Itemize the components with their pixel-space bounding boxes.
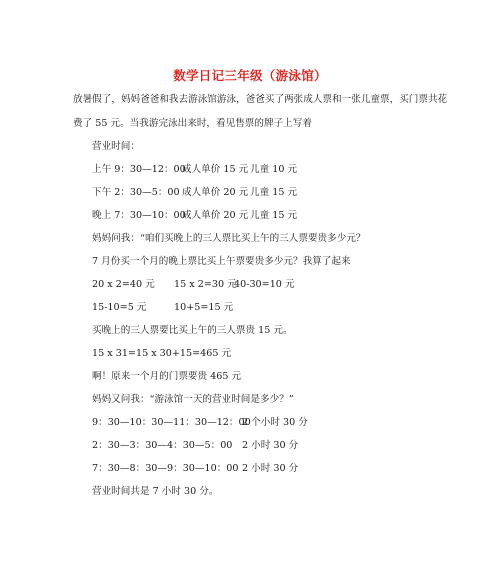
answer-1: 买晚上的三人票要比买上午的三人票贵 15 元。 bbox=[92, 325, 293, 336]
schedule-time: 下午 2：30—5：00 bbox=[92, 187, 180, 198]
duration-calc: 9：30—10：30—11：30—12：00 bbox=[92, 417, 251, 428]
duration-calc: 2：30—3：30—4：30—5：00 bbox=[92, 440, 233, 451]
schedule-time: 晚上 7：30—10：00 bbox=[92, 210, 186, 221]
schedule-child-price: 儿童 10 元 bbox=[250, 164, 298, 175]
document-title: 数学日记三年级（游泳馆） bbox=[173, 68, 327, 83]
schedule-adult-price: 成人单价 20 元 bbox=[182, 210, 249, 221]
schedule-time: 上午 9：30—12：00 bbox=[92, 164, 186, 175]
question-1-followup: 7 月份买一个月的晚上票比买上午票要贵多少元？我算了起来 bbox=[92, 256, 351, 267]
hours-label: 营业时间： bbox=[92, 141, 140, 152]
schedule-adult-price: 成人单价 15 元 bbox=[182, 164, 249, 175]
total-hours: 营业时间共是 7 小时 30 分。 bbox=[92, 486, 219, 497]
schedule-adult-price: 成人单价 20 元 bbox=[182, 187, 249, 198]
calculation-monthly: 15 x 31=15 x 30+15=465 元 bbox=[92, 348, 232, 359]
duration-result: 2 小时 30 分 bbox=[242, 440, 299, 451]
duration-result: 2 个小时 30 分 bbox=[242, 417, 308, 428]
calc-step: 15-10=5 元 bbox=[92, 302, 147, 313]
schedule-child-price: 儿童 15 元 bbox=[250, 210, 298, 221]
duration-calc: 7：30—8：30—9：30—10：00 bbox=[92, 463, 239, 474]
calc-step: 20 x 2=40 元 bbox=[92, 279, 155, 290]
calc-step: 15 x 2=30 元 bbox=[174, 279, 237, 290]
question-1: 妈妈问我：“咱们买晚上的三人票比买上午的三人票要贵多少元？ bbox=[92, 233, 366, 244]
intro-line-2: 费了 55 元。当我游完泳出来时，看见售票的牌子上写着 bbox=[73, 118, 312, 129]
duration-result: 2 小时 30 分 bbox=[242, 463, 299, 474]
question-2: 妈妈又问我：“游泳馆一天的营业时间是多少？” bbox=[92, 394, 294, 405]
schedule-child-price: 儿童 15 元 bbox=[250, 187, 298, 198]
calc-step: 40-30=10 元 bbox=[234, 279, 295, 290]
calc-step: 10+5=15 元 bbox=[174, 302, 234, 313]
intro-line-1: 放暑假了，妈妈爸爸和我去游泳馆游泳，爸爸买了两张成人票和一张儿童票，买门票共花 bbox=[73, 94, 448, 105]
answer-2: 啊！原来一个月的门票要贵 465 元 bbox=[92, 371, 242, 382]
